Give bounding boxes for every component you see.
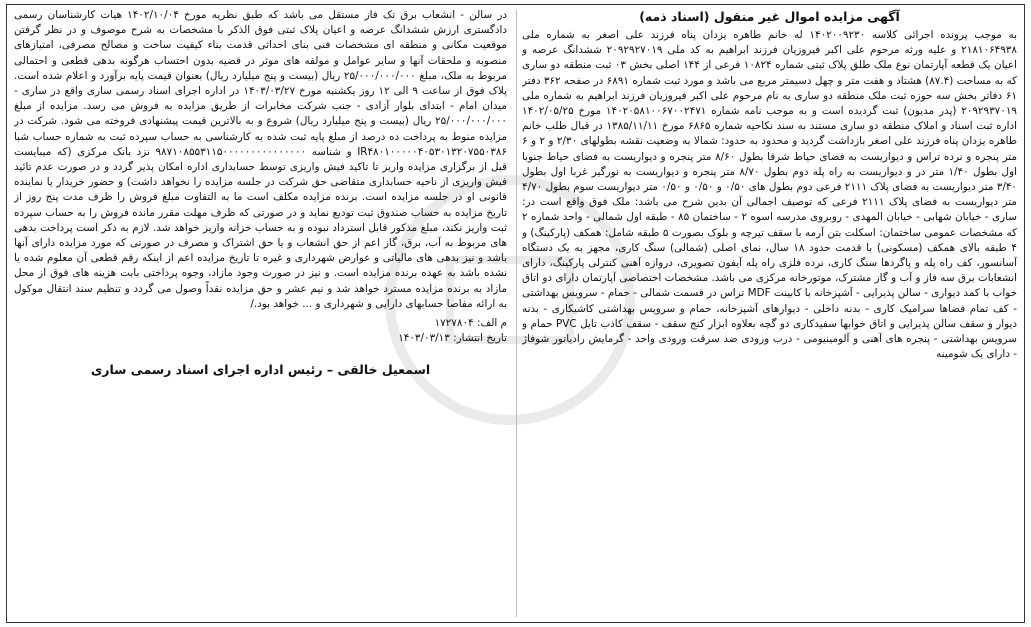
notice-title: آگهی مزایده اموال غیر منقول (اسناد ذمه) xyxy=(639,9,900,24)
left-column xyxy=(14,8,507,619)
column-divider xyxy=(516,10,517,617)
notice-body-left: در سالن - انشعاب برق تک فاز مستقل می باشد که طبق نظریه مورخ ۱۴۰۲/۱۰/۰۴ هیات کارشناسان رسمی دادگستری ارزش ششدانگ عرصه و اعیان پلاک ثبتی فوق الذکر با مشخصات به شرح موصوف و در نظر گرفتن موقعیت مکانی و منطقه ای مشخصات فنی بنای احداثی قدمت بناء کیفیت ساخت و مصالح مصرفی، امتیازهای منصوبه و ملحقات آنها و سایر عوامل و مولفه های موثر در قضیه بدون احتساب هرگونه بدهی قطعی و احتمالی مربوط به ملک، مبلغ ۲۵/۰۰۰/۰۰۰/۰۰۰ ریال (بیست و پنج میلیارد ریال) بعنوان قیمت پایه برآورد و اعلام شده است. پلاک فوق از ساعت ۹ الی ۱۲ روز یکشنبه مورخ ۱۴۰۳/۰۳/۲۷ در اداره اجرای اسناد رسمی ساری واقع در ساری - میدان امام - ابتدای بلوار آزادی - جنب شرکت مخابرات از طریق مزایده به فروش می رسد. مزایده از مبلغ ۲۵/۰۰۰/۰۰۰/۰۰۰ ریال (بیست و پنج میلیارد ریال) شروع و به بالاترین قیمت پیشنهادی فروخته می شود. شرکت در مزایده منوط به پرداخت ده درصد از مبلغ پایه ثبت شده به کارشناسی به حساب سپرده ثبت به شماره حساب شبا IR۴۸۰۱۰۰۰۰۰۴۰۵۳۰۱۳۲۰۷۵۵۰۳۸۶ و شناسه ۹۸۷۱۰۸۵۵۳۱۱۵۰۰۰۰۰۰۰۰۰۰۰۰۰۰۰ نزد بانک مرکزی (که میبایست قبل از برگزاری مزایده واریز تا تاکید فیش واریزی توسط حسابداری اداره امکان پذیر گردد و در صورت عدم تائید فیش واریزی از ناحیه حسابداری متقاضی حق شرکت در جلسه مزایده را نخواهد داشت) و حضور خریدار یا نماینده قانونی او در جلسه مزایده است. برنده مزایده مکلف است ما به التفاوت مبلغ فروش را ظرف مدت پنج روز از تاریخ مزایده به حساب صندوق ثبت تودیع نماید و در صورتی که ظرف مهلت مقرر مانده فروش را به حساب سپرده ثبت واریز نکند، مبلغ مذکور قابل استرداد نبوده و به حساب خزانه واریز خواهد شد. لازم به ذکر است پرداخت بدهی های مربوط به آب، برق، گاز اعم از حق انشعاب و یا حق اشتراک و مصرف در صورتی که مورد مزایده دارای آنها باشد و نیز بدهی های مالیاتی و عوارض شهرداری و غیره تا تاریخ مزایده اعم از اینکه رقم قطعی آن معلوم شده یا نشده باشد به عهده برنده مزایده است. و نیز در صورت وجود مازاد، وجوه پرداختی بابت هزینه های فوق از محل مازاد به برنده مزایده مسترد خواهد شد و نیم عشر و حق مزایده نقداً وصول می گردد و تنظیم سند انتقال موکول به ارائه مفاصا حسابهای دارایی و شهرداری و ... خواهد بود./ xyxy=(14,9,507,310)
signature: اسمعیل خالقی – رئیس اداره اجرای اسناد رسمی ساری xyxy=(90,362,431,378)
serial-number: م الف: ۱۷۲۷۸۰۴ xyxy=(434,317,507,330)
publication-meta xyxy=(14,316,507,346)
right-column xyxy=(522,8,1017,619)
publish-date: تاریخ انتشار: ۱۴۰۳/۰۳/۱۳ xyxy=(398,332,507,345)
notice-body-right: به موجب پرونده اجرائی کلاسه ۱۴۰۲۰۰۹۲۳۰ له خانم طاهره یزدان پناه فرزند علی اصغر به شماره ملی ۲۱۸۱۰۶۴۹۳۸ و علیه ورثه مرحوم علی اکبر فیروزیان فرزند ابراهیم به کد ملی ۲۰۹۲۹۲۷۰۱۹ ششدانگ عرصه و اعیان یک قطعه آپارتمان نوع ملک طلق پلاک ثبتی شماره ۱۰۸۲۴ فرعی از ۱۴۴ اصلی بخش ۰۳ ثبت منطقه دو ساری که به مساحت (۸۷.۴) هشتاد و هفت متر و چهل دسیمتر مربع می باشد و مورد ثبت شماره ۶۸۹۱ در صفحه ۳۶۲ دفتر ۶۱ دفاتر بخش سه حوزه ثبت ملک منطقه دو ساری به نام مرحوم علی اکبر فیروزیان فرزند ابراهیم به شماره ملی ۲۰۹۲۹۳۷۰۱۹ (پدر مدیون) ثبت گردیده است و به موجب نامه شماره ۱۴۰۲۰۵۸۱۰۰۶۷۰۰۲۴۷۱ مورخ ۱۴۰۲/۰۵/۲۵ اداره ثبت اسناد و املاک منطقه دو ساری مستند به سند نکاحیه شماره ۶۸۶۵ مورخ ۱۳۸۵/۱۱/۱۱ در قبال طلب خانم طاهره یزدان پناه فرزند علی اصغر بازداشت گردید و محدود به حدود: شمالا به وضعیت نقشه بطولهای ۲/۳۰ و ۲ و ۶ متر پنجره و نرده تراس و دیواریست به فضای حیاط شرقا بطول ۸/۶۰ متر پنجره و دیواریست به فضای حیاط جنوبا اول بطول ۱/۴۰ متر در و دیواریست به راه پله دوم بطول ۸/۷۰ متر پنجره و دیواریست به نورگیر غربا اول بطول ۳/۴۰ متر دیواریست به فضای پلاک ۲۱۱۱ فرعی دوم بطول های ۰/۵۰ و ۰/۵۰ و ۰/۵۰ متر دیواریست سوم بطول ۴/۷۰ متر دیواریست به فضای پلاک ۲۱۱۱ فرعی که توصیف اجمالی آن بدین شرح می باشد: ملک فوق واقع است در: ساری - خیابان شهابی - خیابان المهدی - روبروی مدرسه اسوه ۲ - ساختمان ۸۵ - طبقه اول شمالی - واحد شماره ۲ که مشخصات عمومی ساختمان: اسکلت بتن آرمه با سقف تیرچه و بلوک بصورت ۵ طبقه شامل: همکف (پارکینگ) و ۴ طبقه بالای همکف (مسکونی) با قدمت حدود ۱۸ سال، نمای اصلی (شمالی) سنگ کاری، مجهز به یک دستگاه آسانسور، کف راه پله و پاگردها سنگ کاری، نرده فلزی راه پله آیفون تصویری، دروازه آهنی کنترلی پارکینگ، دارای انشعابات برق سه فاز و آب و گاز مشترک، موتورخانه مرکزی می باشد. مشخصات اختصاصی آپارتمان دارای دو اتاق خواب با کمد دیواری - سالن پذیرایی - آشپزخانه با کابینت MDF تراس در قسمت شمالی - حمام - سرویس بهداشتی - کف تمام فضاها سرامیک کاری - بدنه داخلی - دیوارهای آشپزخانه، حمام و سرویس بهداشتی کاشیکاری - بدنه دیوار و سقف سالن پذیرایی و اتاق خوابها سفیدکاری دو گچه بعلاوه ابزار کنج سقف - سقف کاذب تایل PVC حمام و سرویس بهداشتی - پنجره های آهنی و آلومینیومی - درب ورودی ضد سرقت ورودی واحد - گرمایش رادیاتور شوفاژ - دارای یک شومینه xyxy=(522,29,1017,361)
